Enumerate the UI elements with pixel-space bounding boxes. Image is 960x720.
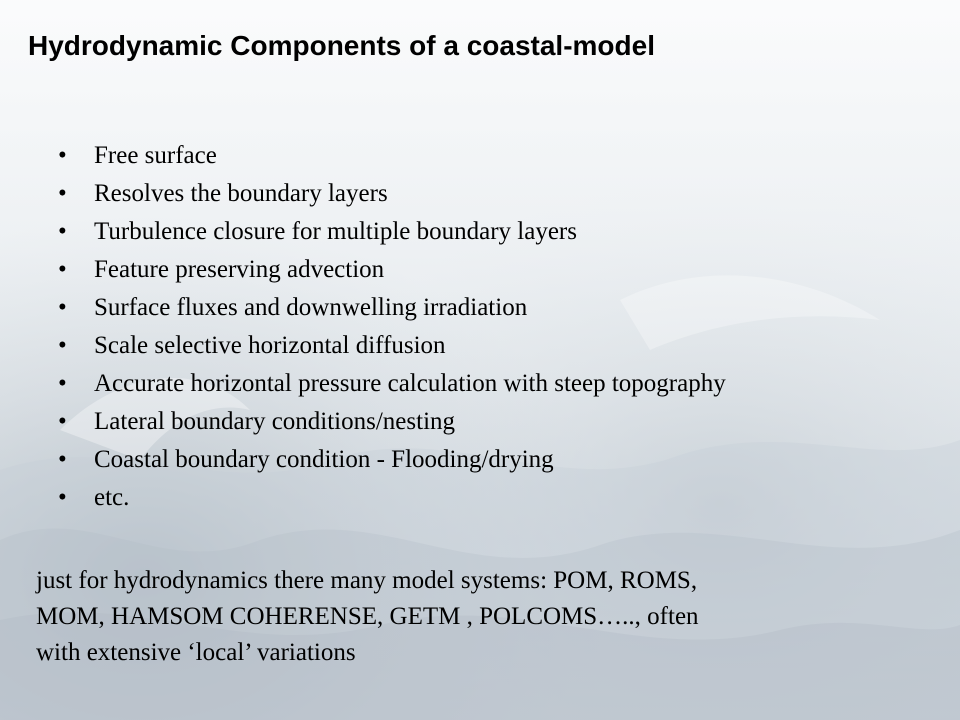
bullet-dot: •: [58, 218, 67, 245]
bullet-dot: •: [58, 142, 67, 169]
bullet-dot: •: [58, 332, 67, 359]
bullet-dot: •: [58, 294, 67, 321]
bullet-dot: •: [58, 180, 67, 207]
bullet-item: [58, 213, 938, 251]
bullet-item: [58, 251, 938, 289]
bullet-item: [58, 479, 938, 517]
bullet-dot: •: [58, 408, 67, 435]
bullet-text: Free surface: [94, 142, 217, 169]
model-systems-note: [36, 563, 916, 671]
bullet-item: [58, 175, 938, 213]
bullet-item: [58, 441, 938, 479]
bullet-text: Coastal boundary condition - Flooding/drying: [94, 446, 554, 473]
bullet-text: etc.: [94, 484, 130, 511]
bullet-text: Accurate horizontal pressure calculation with steep topography: [94, 370, 726, 397]
bullet-text: Surface fluxes and downwelling irradiation: [94, 294, 528, 321]
bullet-text: Feature preserving advection: [94, 256, 385, 283]
bullet-dot: •: [58, 484, 67, 511]
bullet-list: [58, 137, 938, 517]
note-line: MOM, HAMSOM COHERENSE, GETM , POLCOMS….., often: [36, 603, 699, 630]
bullet-text: Lateral boundary conditions/nesting: [94, 408, 456, 435]
bullet-text: Scale selective horizontal diffusion: [94, 332, 446, 359]
bullet-dot: •: [58, 370, 67, 397]
bullet-item: [58, 403, 938, 441]
bullet-text: Resolves the boundary layers: [94, 180, 388, 207]
bullet-item: [58, 137, 938, 175]
note-line: with extensive ‘local’ variations: [36, 639, 356, 666]
slide-title: Hydrodynamic Components of a coastal-model: [28, 30, 655, 61]
bullet-dot: •: [58, 446, 67, 473]
bullet-text: Turbulence closure for multiple boundary layers: [94, 218, 577, 245]
bullet-item: [58, 289, 938, 327]
bullet-dot: •: [58, 256, 67, 283]
bullet-item: [58, 365, 938, 403]
bullet-item: [58, 327, 938, 365]
note-line: just for hydrodynamics there many model systems: POM, ROMS,: [36, 567, 698, 594]
